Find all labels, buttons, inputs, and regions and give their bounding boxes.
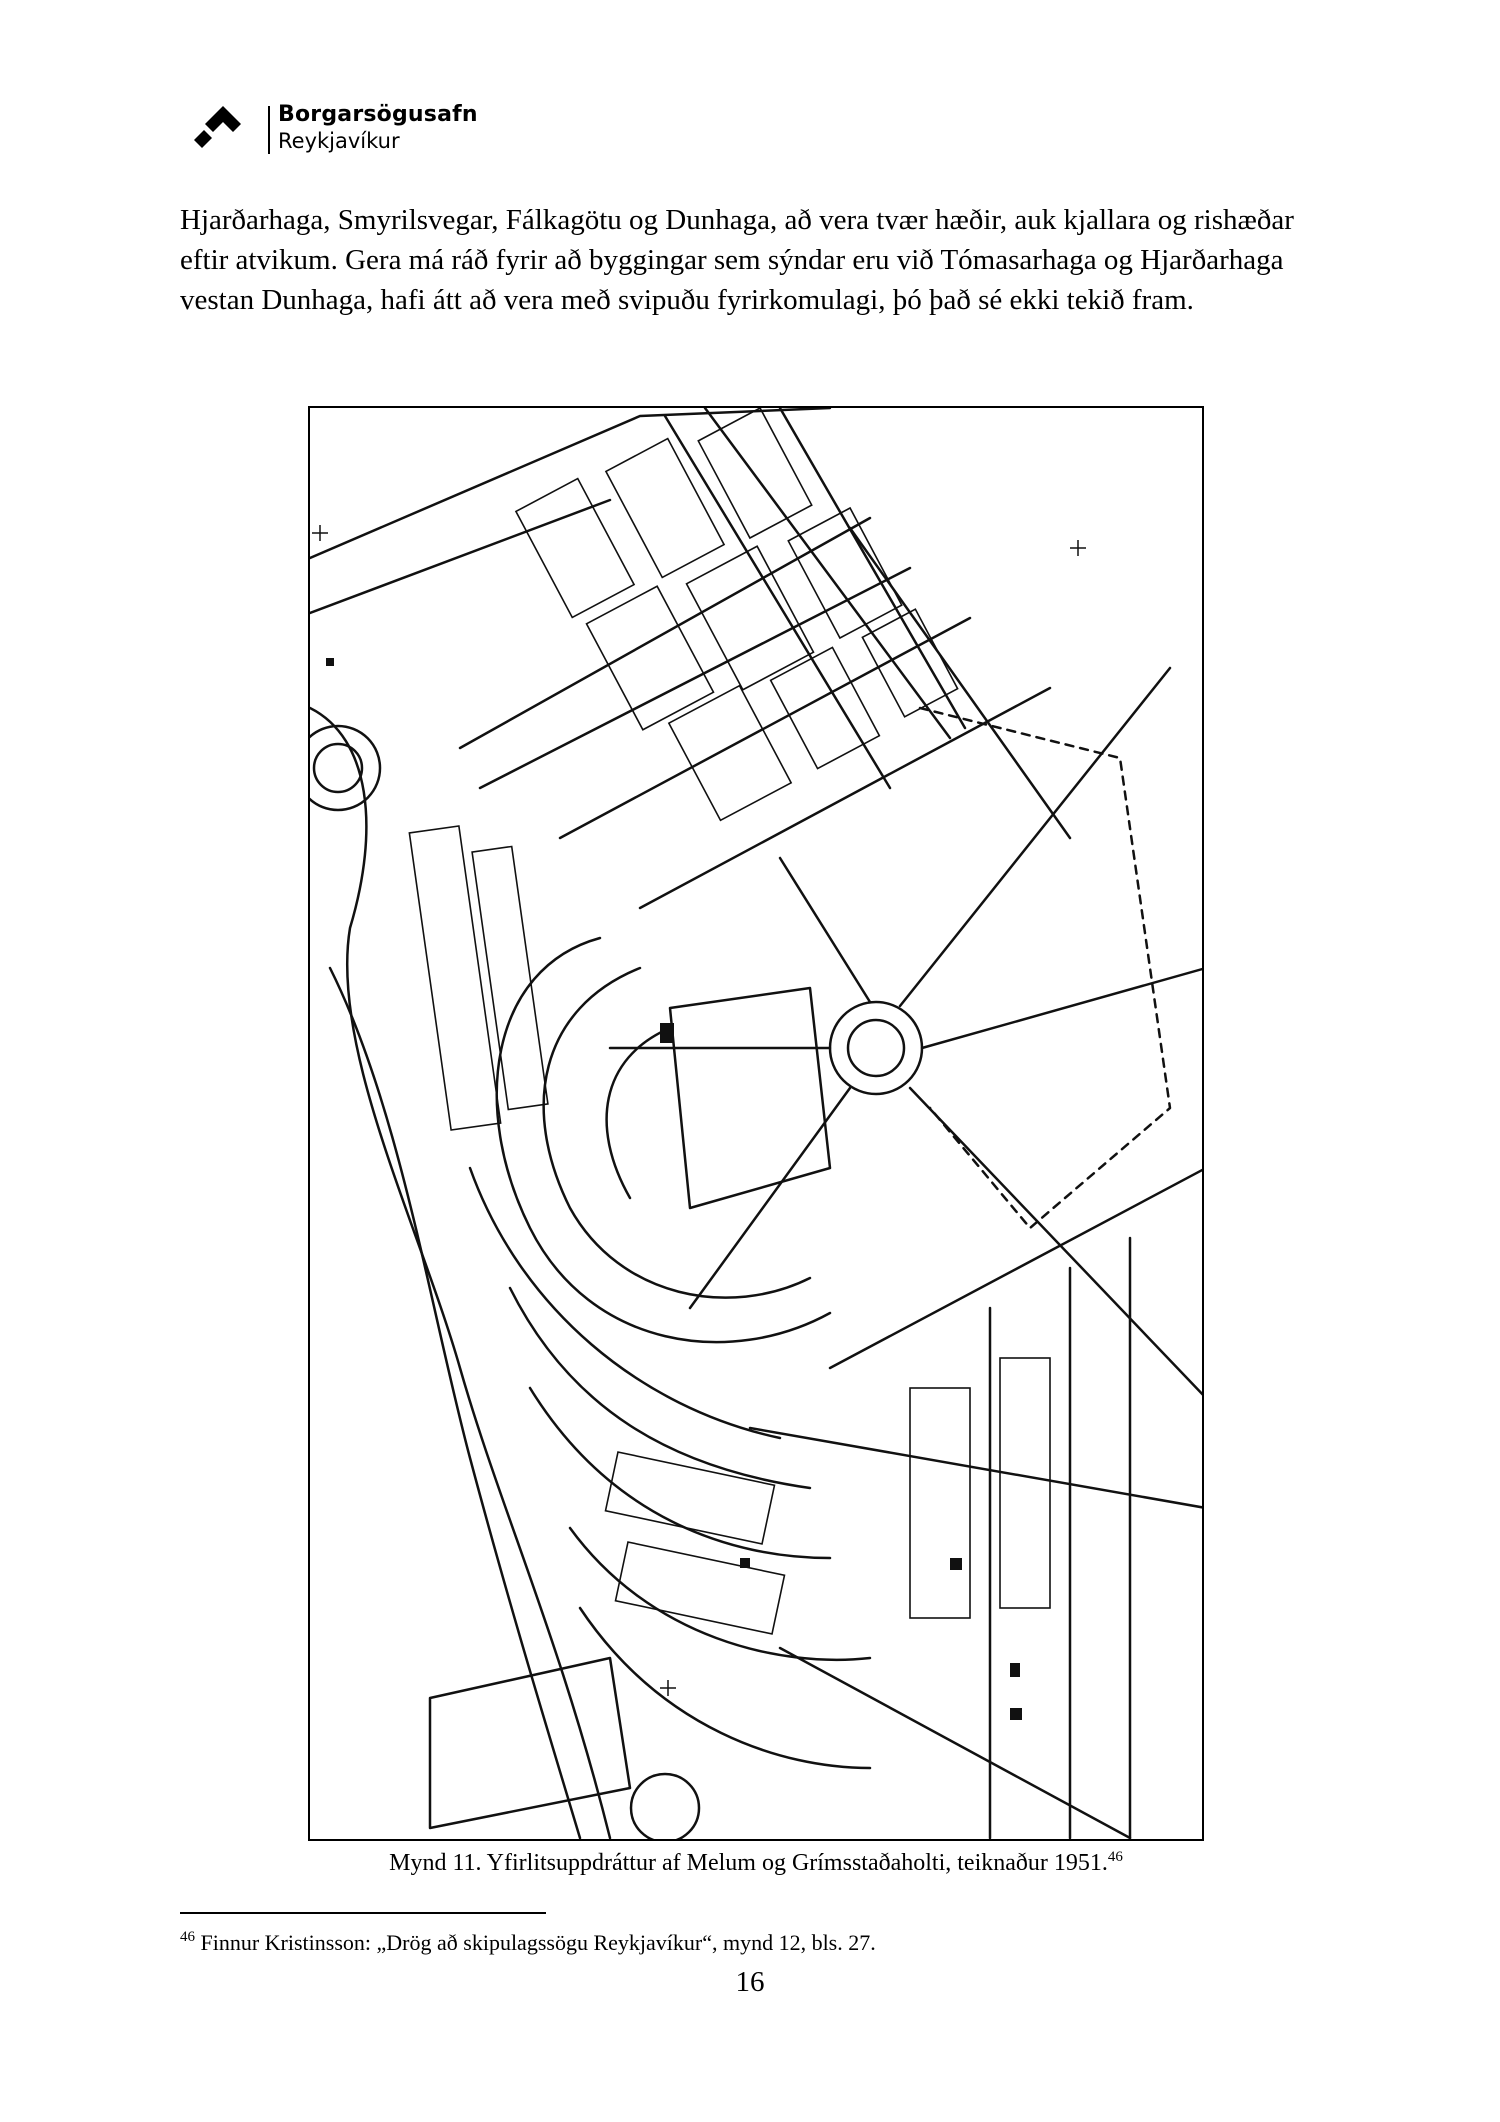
footnote-rule — [180, 1912, 546, 1914]
footnote-number: 46 — [180, 1929, 195, 1945]
site-plan-figure — [308, 406, 1204, 1841]
logo-name: Borgarsögusafn — [278, 102, 478, 127]
caption-footnote-ref: 46 — [1107, 1849, 1123, 1865]
footnote-text: Finnur Kristinsson: „Drög að skipulagssögu Reykjavíkur“, mynd 12, bls. 27. — [200, 1930, 876, 1955]
page-number: 16 — [735, 1966, 765, 1998]
figure-caption — [308, 1850, 1204, 1877]
site-plan-map — [310, 408, 1204, 1841]
logo-chevron-icon — [190, 100, 256, 160]
logo-divider — [268, 106, 270, 154]
footnote — [180, 1930, 876, 1956]
logo-city: Reykjavíkur — [278, 129, 400, 153]
caption-text: Mynd 11. Yfirlitsuppdráttur af Melum og Grímsstaðaholti, teiknaður 1951. — [389, 1850, 1108, 1876]
body-paragraph: Hjarðarhaga, Smyrilsvegar, Fálkagötu og Dunhaga, að vera tvær hæðir, auk kjallara og rishæðar eftir atvikum. Gera má ráð fyrir að byggingar sem sýndar eru við Tómasarhaga og Hjarðarhaga vestan Dunhaga, hafi átt að vera með svipuðu fyrirkomulagi, þó það sé ekki tekið fram. — [180, 204, 1294, 316]
